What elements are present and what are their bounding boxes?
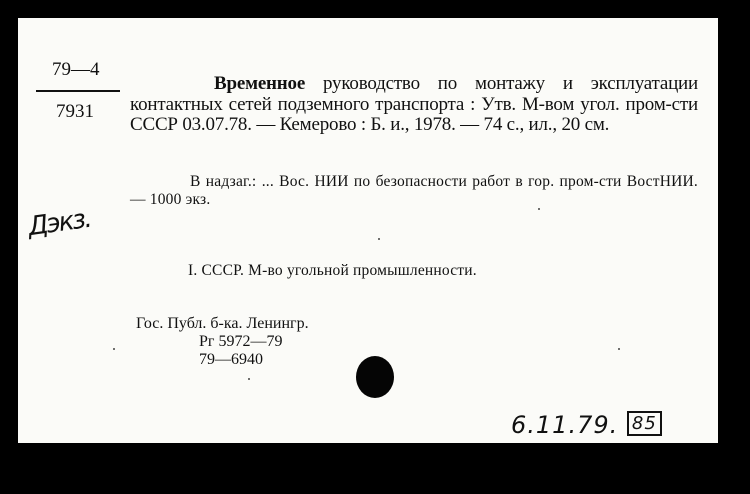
paper-speck xyxy=(248,378,250,380)
paper-speck xyxy=(538,208,540,210)
call-number-divider xyxy=(36,90,120,92)
call-number-bottom: 7931 xyxy=(56,101,94,122)
handwritten-note-left: Дэкз. xyxy=(26,203,93,243)
handwritten-date-text: 6.11.79. xyxy=(511,411,619,439)
library-name: Гос. Публ. б-ка. Ленингр. xyxy=(136,315,309,332)
call-number-top: 79—4 xyxy=(52,59,100,80)
handwritten-date xyxy=(511,411,662,439)
paper-speck xyxy=(618,348,620,350)
entry-note: В надзаг.: ... Вос. НИИ по безопасности работ в гор. пром-сти ВостНИИ. — 1000 экз. xyxy=(130,173,698,208)
catalog-card xyxy=(18,18,718,443)
accession-number: 79—6940 xyxy=(199,351,263,368)
entry-heading-word: Временное xyxy=(214,73,306,94)
bibliographic-entry xyxy=(130,74,698,136)
paper-speck xyxy=(113,348,115,350)
entry-description: руководство по монтажу и эксплуатации контактных сетей подземного транспорта : Утв. М-вом угол. пром-сти СССР 03.07.78. — Кемерово : Б. и., 1978. — 74 с., ил., 20 см. xyxy=(130,73,698,135)
subject-heading: I. СССР. М-во угольной промышленности. xyxy=(188,262,477,279)
punch-hole xyxy=(356,356,394,398)
handwritten-boxed-number: 85 xyxy=(627,411,662,436)
registration-number: Рг 5972—79 xyxy=(199,333,283,350)
paper-speck xyxy=(378,238,380,240)
